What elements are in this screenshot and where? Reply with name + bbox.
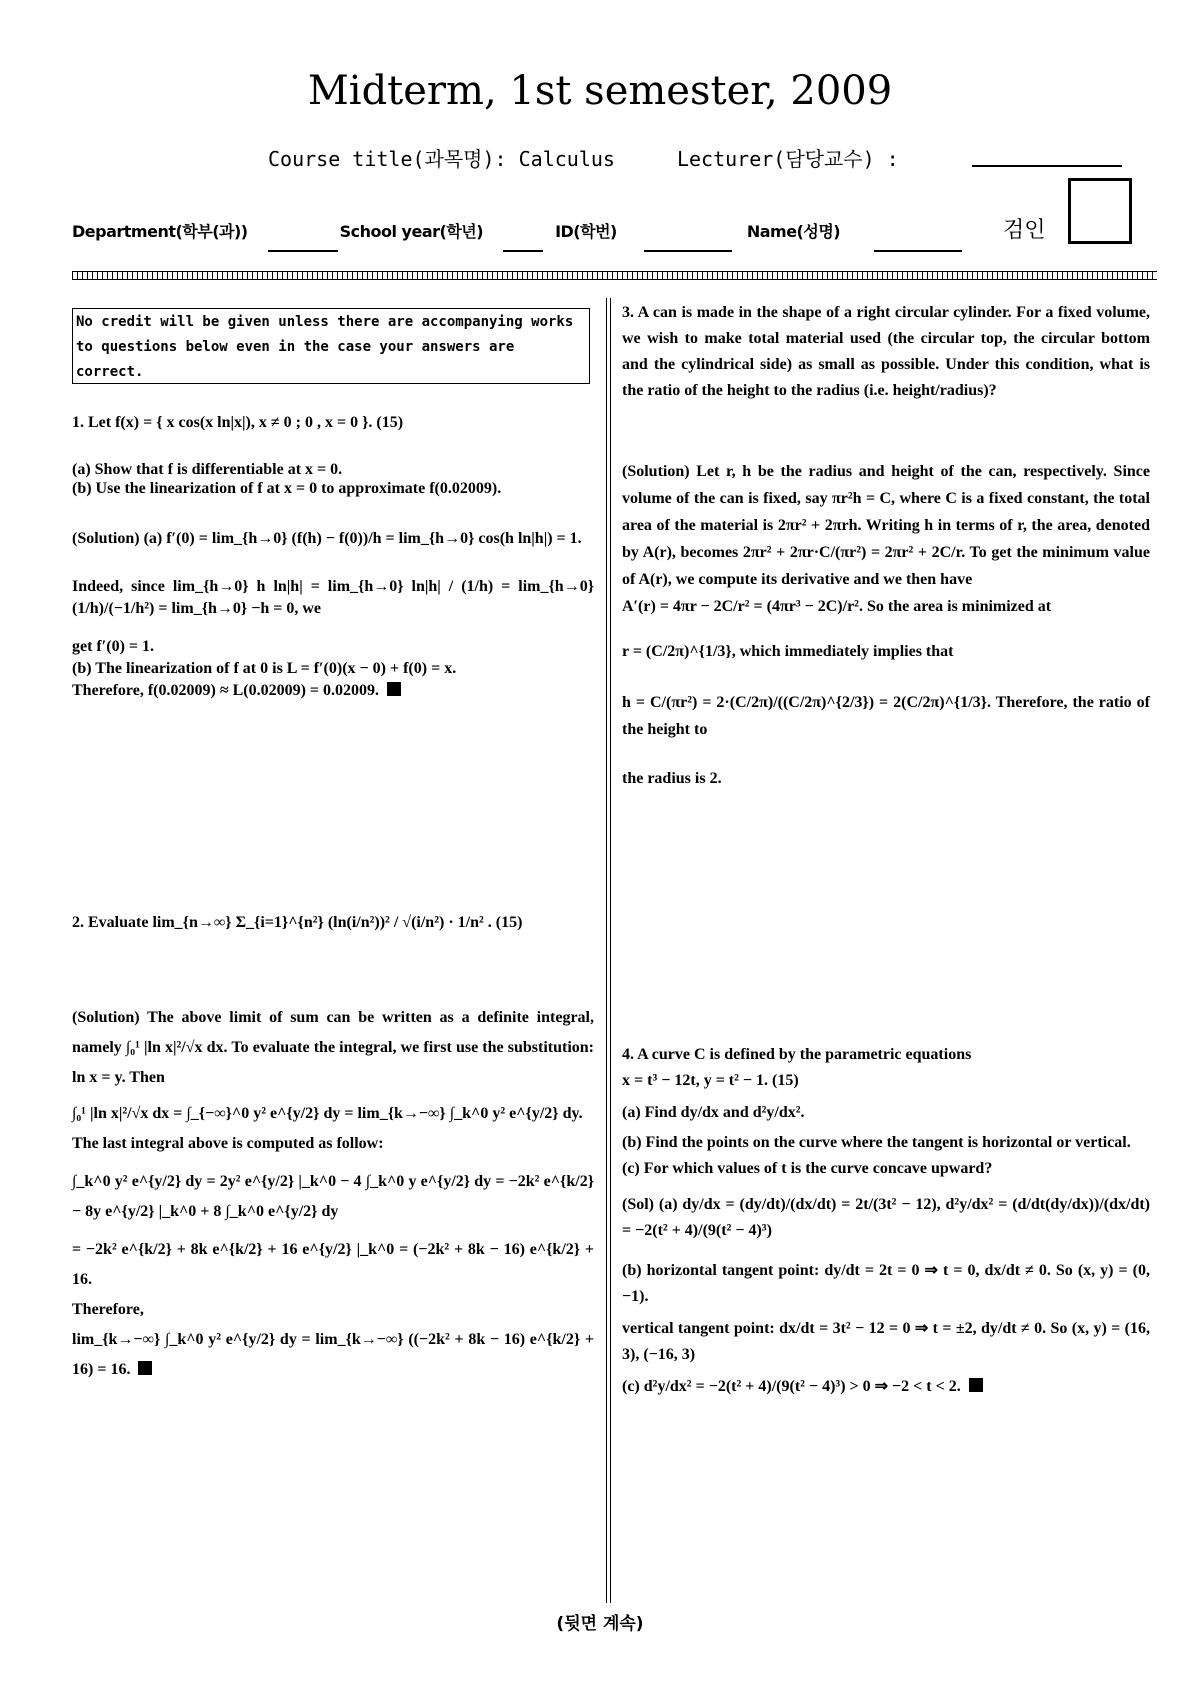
problem-4-equations: x = t³ − 12t, y = t² − 1. (15) — [622, 1072, 799, 1089]
page-footer: (뒷면 계속) — [556, 1614, 644, 1634]
problem-1-solution — [72, 528, 594, 702]
problem-4-sol-b1: (b) horizontal tangent point: dy/dt = 2t = 0 ⇒ t = 0, dx/dt ≠ 0. So (x, y) = (0, −1). — [622, 1262, 1150, 1305]
end-of-proof-mark — [969, 1378, 983, 1392]
lecturer-field[interactable] — [972, 165, 1122, 167]
problem-2-statement: 2. Evaluate lim_{n→∞} Σ_{i=1}^{n²} (ln(i/n²))² / √(i/n²) · 1/n² . (15) — [72, 914, 523, 931]
problem-3 — [622, 300, 1150, 404]
problem-1-part-b: (b) Use the linearization of f at x = 0 to approximate f(0.02009). — [72, 480, 502, 497]
problem-4-sol-b2: vertical tangent point: dx/dt = 3t² − 12 = 0 ⇒ t = ±2, dy/dt ≠ 0. So (x, y) = (16, 3), (−16, 3) — [622, 1320, 1150, 1363]
problem-2-sol-line-6: Therefore, — [72, 1301, 144, 1318]
course-row — [268, 143, 899, 172]
id-label: ID(학번) — [555, 222, 617, 241]
problem-3-sol-line-5: the radius is 2. — [622, 770, 722, 787]
exam-title: Midterm, 1st semester, 2009 — [307, 68, 893, 114]
problem-3-statement: 3. A can is made in the shape of a right circular cylinder. For a fixed volume, we wish to make total material used (the circular top, the circular bottom and the cylindrical side) as small as possible. Under this condition, what is the ratio of the height to the radius (i.e. height/radius)? — [622, 304, 1150, 399]
problem-1 — [72, 410, 594, 436]
problem-4-part-a: (a) Find dy/dx and d²y/dx². — [622, 1104, 805, 1121]
problem-1-part-a: (a) Show that f is differentiable at x = 0. — [72, 461, 343, 478]
problem-3-sol-line-1: (Solution) Let r, h be the radius and height of the can, respectively. Since volume of the can is fixed, say πr²h = C, where C is a fixed constant, the total area of the material is 2πr² + 2πrh. Writing h in terms of r, the area, denoted by A(r), becomes 2πr² + 2πr·C/(πr²) = 2πr² + 2C/r. To get the minimum value of A(r), we compute its derivative and we then have — [622, 463, 1150, 588]
problem-3-solution — [622, 458, 1150, 792]
name-label: Name(성명) — [746, 222, 841, 241]
problem-1-sol-line-2: Indeed, since lim_{h→0} h ln|h| = lim_{h→0} ln|h| / (1/h) = lim_{h→0} (1/h)/(−1/h²) = lim_{h→0} −h = 0, we — [72, 578, 594, 617]
problem-2-sol-line-5: = −2k² e^{k/2} + 8k e^{k/2} + 16 e^{y/2} |_k^0 = (−2k² + 8k − 16) e^{k/2} + 16. — [72, 1241, 594, 1288]
problem-3-sol-line-2: A′(r) = 4πr − 2C/r² = (4πr³ − 2C)/r². So the area is minimized at — [622, 598, 1052, 615]
name-field[interactable] — [874, 250, 962, 252]
problem-1-statement: 1. Let f(x) = { x cos(x ln|x|), x ≠ 0 ; 0 , x = 0 }. (15) — [72, 414, 404, 431]
problem-4 — [622, 1042, 1150, 1400]
problem-1-sol-line-3: get f′(0) = 1. — [72, 638, 155, 655]
problem-4-part-c: (c) For which values of t is the curve concave upward? — [622, 1160, 993, 1177]
course-label: Course title(과목명): Calculus — [268, 147, 615, 171]
stamp-box — [1068, 178, 1132, 244]
notice-box: No credit will be given unless there are accompanying works to questions below even in the case your answers are correct. — [72, 308, 590, 384]
problem-4-statement: 4. A curve C is defined by the parametric equations — [622, 1046, 972, 1063]
info-row — [72, 219, 840, 242]
problem-4-sol-c: (c) d²y/dx² = −2(t² + 4)/(9(t² − 4)³) > 0 ⇒ −2 < t < 2. — [622, 1374, 1150, 1400]
problem-2-solution — [72, 1003, 594, 1385]
problem-4-sol-a: (Sol) (a) dy/dx = (dy/dt)/(dx/dt) = 2t/(3t² − 12), d²y/dx² = (d/dt(dy/dx))/(dx/dt) = −2(t² + 4)/(9(t² − 4)³) — [622, 1196, 1150, 1239]
problem-1-sol-line-1: (Solution) (a) f′(0) = lim_{h→0} (f(h) − f(0))/h = lim_{h→0} cos(h ln|h|) = 1. — [72, 530, 582, 547]
separator-rule — [72, 271, 1157, 280]
stamp-label: 검인 — [1003, 218, 1046, 243]
school-year-label: School year(학년) — [339, 222, 484, 241]
problem-3-sol-line-4: h = C/(πr²) = 2·(C/2π)/((C/2π)^{2/3}) = 2(C/2π)^{1/3}. Therefore, the ratio of the height to — [622, 694, 1150, 738]
problem-1-parts — [72, 460, 594, 498]
end-of-proof-mark — [387, 682, 401, 696]
column-divider — [606, 298, 611, 1603]
department-field[interactable] — [268, 250, 338, 252]
problem-2-sol-line-3: The last integral above is computed as follow: — [72, 1135, 384, 1152]
lecturer-label: Lecturer(담당교수) : — [676, 147, 899, 171]
end-of-proof-mark — [138, 1361, 152, 1375]
problem-1-sol-line-4: (b) The linearization of f at 0 is L = f′(0)(x − 0) + f(0) = x. — [72, 660, 457, 677]
department-label: Department(학부(과)) — [72, 222, 248, 241]
problem-2 — [72, 910, 594, 936]
problem-1-sol-line-5: Therefore, f(0.02009) ≈ L(0.02009) = 0.02009. — [72, 680, 594, 702]
problem-2-sol-line-4: ∫_k^0 y² e^{y/2} dy = 2y² e^{y/2} |_k^0 − 4 ∫_k^0 y e^{y/2} dy = −2k² e^{k/2} − 8y e^{y/2} |_k^0 + 8 ∫_k^0 e^{y/2} dy — [72, 1173, 594, 1220]
school-year-field[interactable] — [503, 250, 543, 252]
id-field[interactable] — [644, 250, 732, 252]
problem-3-sol-line-3: r = (C/2π)^{1/3}, which immediately implies that — [622, 643, 954, 660]
problem-2-sol-line-7: lim_{k→−∞} ∫_k^0 y² e^{y/2} dy = lim_{k→−∞} ((−2k² + 8k − 16) e^{k/2} + 16) = 16. — [72, 1331, 594, 1378]
problem-2-sol-line-2: ∫₀¹ |ln x|²/√x dx = ∫_{−∞}^0 y² e^{y/2} dy = lim_{k→−∞} ∫_k^0 y² e^{y/2} dy. — [72, 1105, 583, 1122]
problem-4-part-b: (b) Find the points on the curve where the tangent is horizontal or vertical. — [622, 1134, 1131, 1151]
problem-2-sol-line-1: (Solution) The above limit of sum can be written as a definite integral, namely ∫₀¹ |ln x|²/√x dx. To evaluate the integral, we first use the substitution: ln x = y. Then — [72, 1009, 594, 1086]
